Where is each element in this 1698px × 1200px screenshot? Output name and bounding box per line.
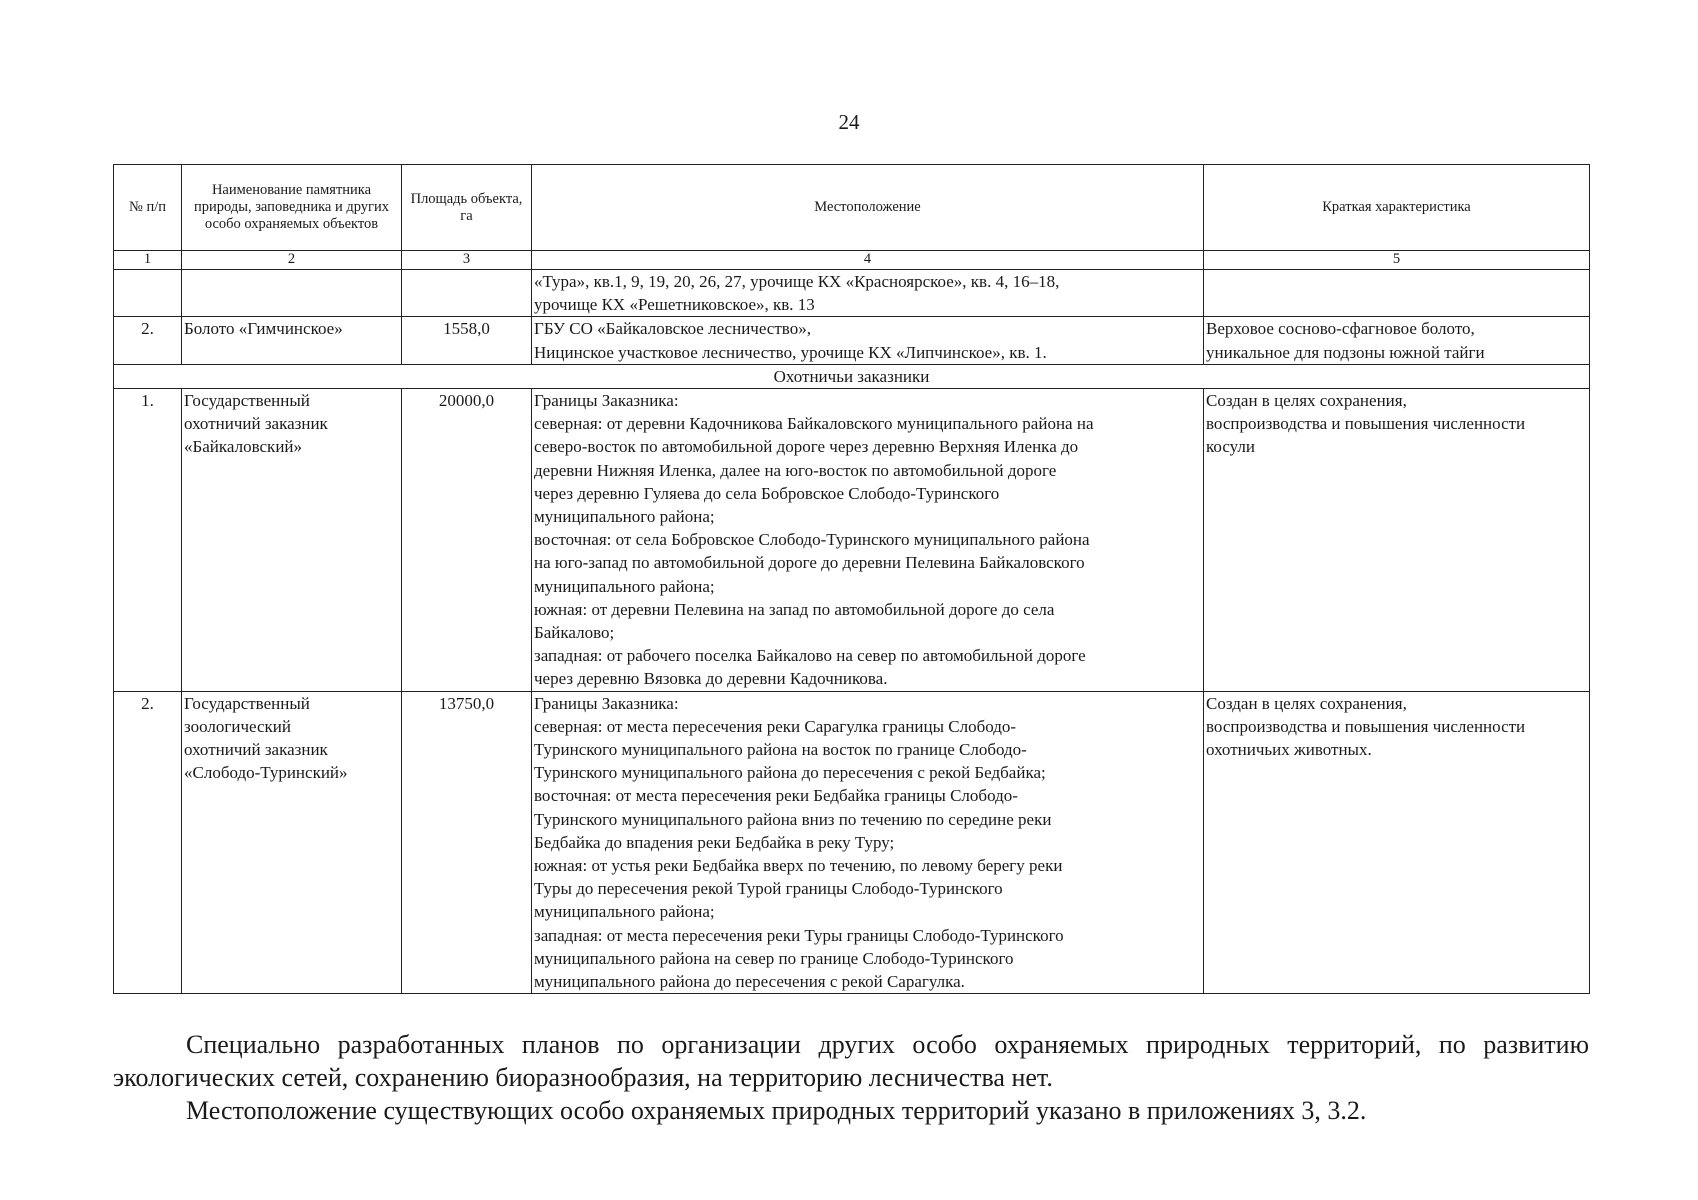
header-description: Краткая характеристика [1204,165,1590,251]
row-name: Государственный зоологический охотничий заказник «Слободо-Туринский» [182,691,402,994]
column-number: 1 [114,251,182,270]
row-location: Границы Заказника: северная: от деревни Кадочникова Байкаловского муниципального района на северо-восток по автомобильной дороге через деревню Верхняя Иленка до деревни Нижняя Иленка, далее на юго-восток по автомобильной дороге через деревню Гуляева до села Бобровское Слободо-Туринского муниципального района; восточная: от села Бобровское Слободо-Туринского муниципального района на юго-запад по автомобильной дороге до деревни Пелевина Байкаловского муниципального района; южная: от деревни Пелевина на запад по автомобильной дороге до села Байкалово; западная: от рабочего поселка Байкалово на север по автомобильной дороге через деревню Вязовка до деревни Кадочникова. [532,389,1204,692]
table-row [114,389,1590,692]
row-name: Государственный охотничий заказник «Байкаловский» [182,389,402,692]
header-location: Местоположение [532,165,1204,251]
page-number: 24 [838,110,860,134]
row-num [114,270,182,317]
column-number: 2 [182,251,402,270]
row-area: 20000,0 [402,389,532,692]
table-header-row [114,165,1590,251]
footer-text [113,1028,1589,1127]
footer-paragraph: Специально разработанных планов по организации других особо охраняемых природных территорий, по развитию экологических сетей, сохранению биоразнообразия, на территорию лесничества нет. [113,1030,1589,1092]
row-description [1204,270,1590,317]
table-row [114,270,1590,317]
row-location: ГБУ СО «Байкаловское лесничество», Ницинское участковое лесничество, урочище КХ «Липчинское», кв. 1. [532,317,1204,364]
row-num: 2. [114,317,182,364]
row-num: 2. [114,691,182,994]
row-area: 1558,0 [402,317,532,364]
column-number: 3 [402,251,532,270]
header-num: № п/п [114,165,182,251]
column-number-row [114,251,1590,270]
row-location: Границы Заказника: северная: от места пересечения реки Сарагулка границы Слободо- Туринского муниципального района на восток по границе Слободо- Туринского муниципального района до пересечения с рекой Бедбайка; восточная: от места пересечения реки Бедбайка границы Слободо- Туринского муниципального района вниз по течению по середине реки Бедбайка до впадения реки Бедбайка в реку Туру; южная: от устья реки Бедбайка вверх по течению, по левому берегу реки Туры до пересечения рекой Турой границы Слободо-Туринского муниципального района; западная: от места пересечения реки Туры границы Слободо-Туринского муниципального района на север по границе Слободо-Туринского муниципального района до пересечения с рекой Сарагулка. [532,691,1204,994]
row-area: 13750,0 [402,691,532,994]
header-area: Площадь объекта, га [402,165,532,251]
row-description: Создан в целях сохранения, воспроизводства и повышения численности косули [1204,389,1590,692]
section-title: Охотничьи заказники [114,364,1590,388]
row-location: «Тура», кв.1, 9, 19, 20, 26, 27, урочище КХ «Красноярское», кв. 4, 16–18, урочище КХ «Решетниковское», кв. 13 [532,270,1204,317]
row-description: Создан в целях сохранения, воспроизводства и повышения численности охотничьих животных. [1204,691,1590,994]
row-area [402,270,532,317]
header-name: Наименование памятника природы, заповедника и других особо охраняемых объектов [182,165,402,251]
table-row [114,317,1590,364]
column-number: 5 [1204,251,1590,270]
row-description: Верховое сосново-сфагновое болото, уникальное для подзоны южной тайги [1204,317,1590,364]
row-name [182,270,402,317]
column-number: 4 [532,251,1204,270]
protected-areas-table [113,164,1590,994]
row-name: Болото «Гимчинское» [182,317,402,364]
footer-paragraph: Местоположение существующих особо охраняемых природных территорий указано в приложениях 3, 3.2. [186,1096,1367,1125]
row-num: 1. [114,389,182,692]
table-row [114,691,1590,994]
section-row [114,364,1590,388]
